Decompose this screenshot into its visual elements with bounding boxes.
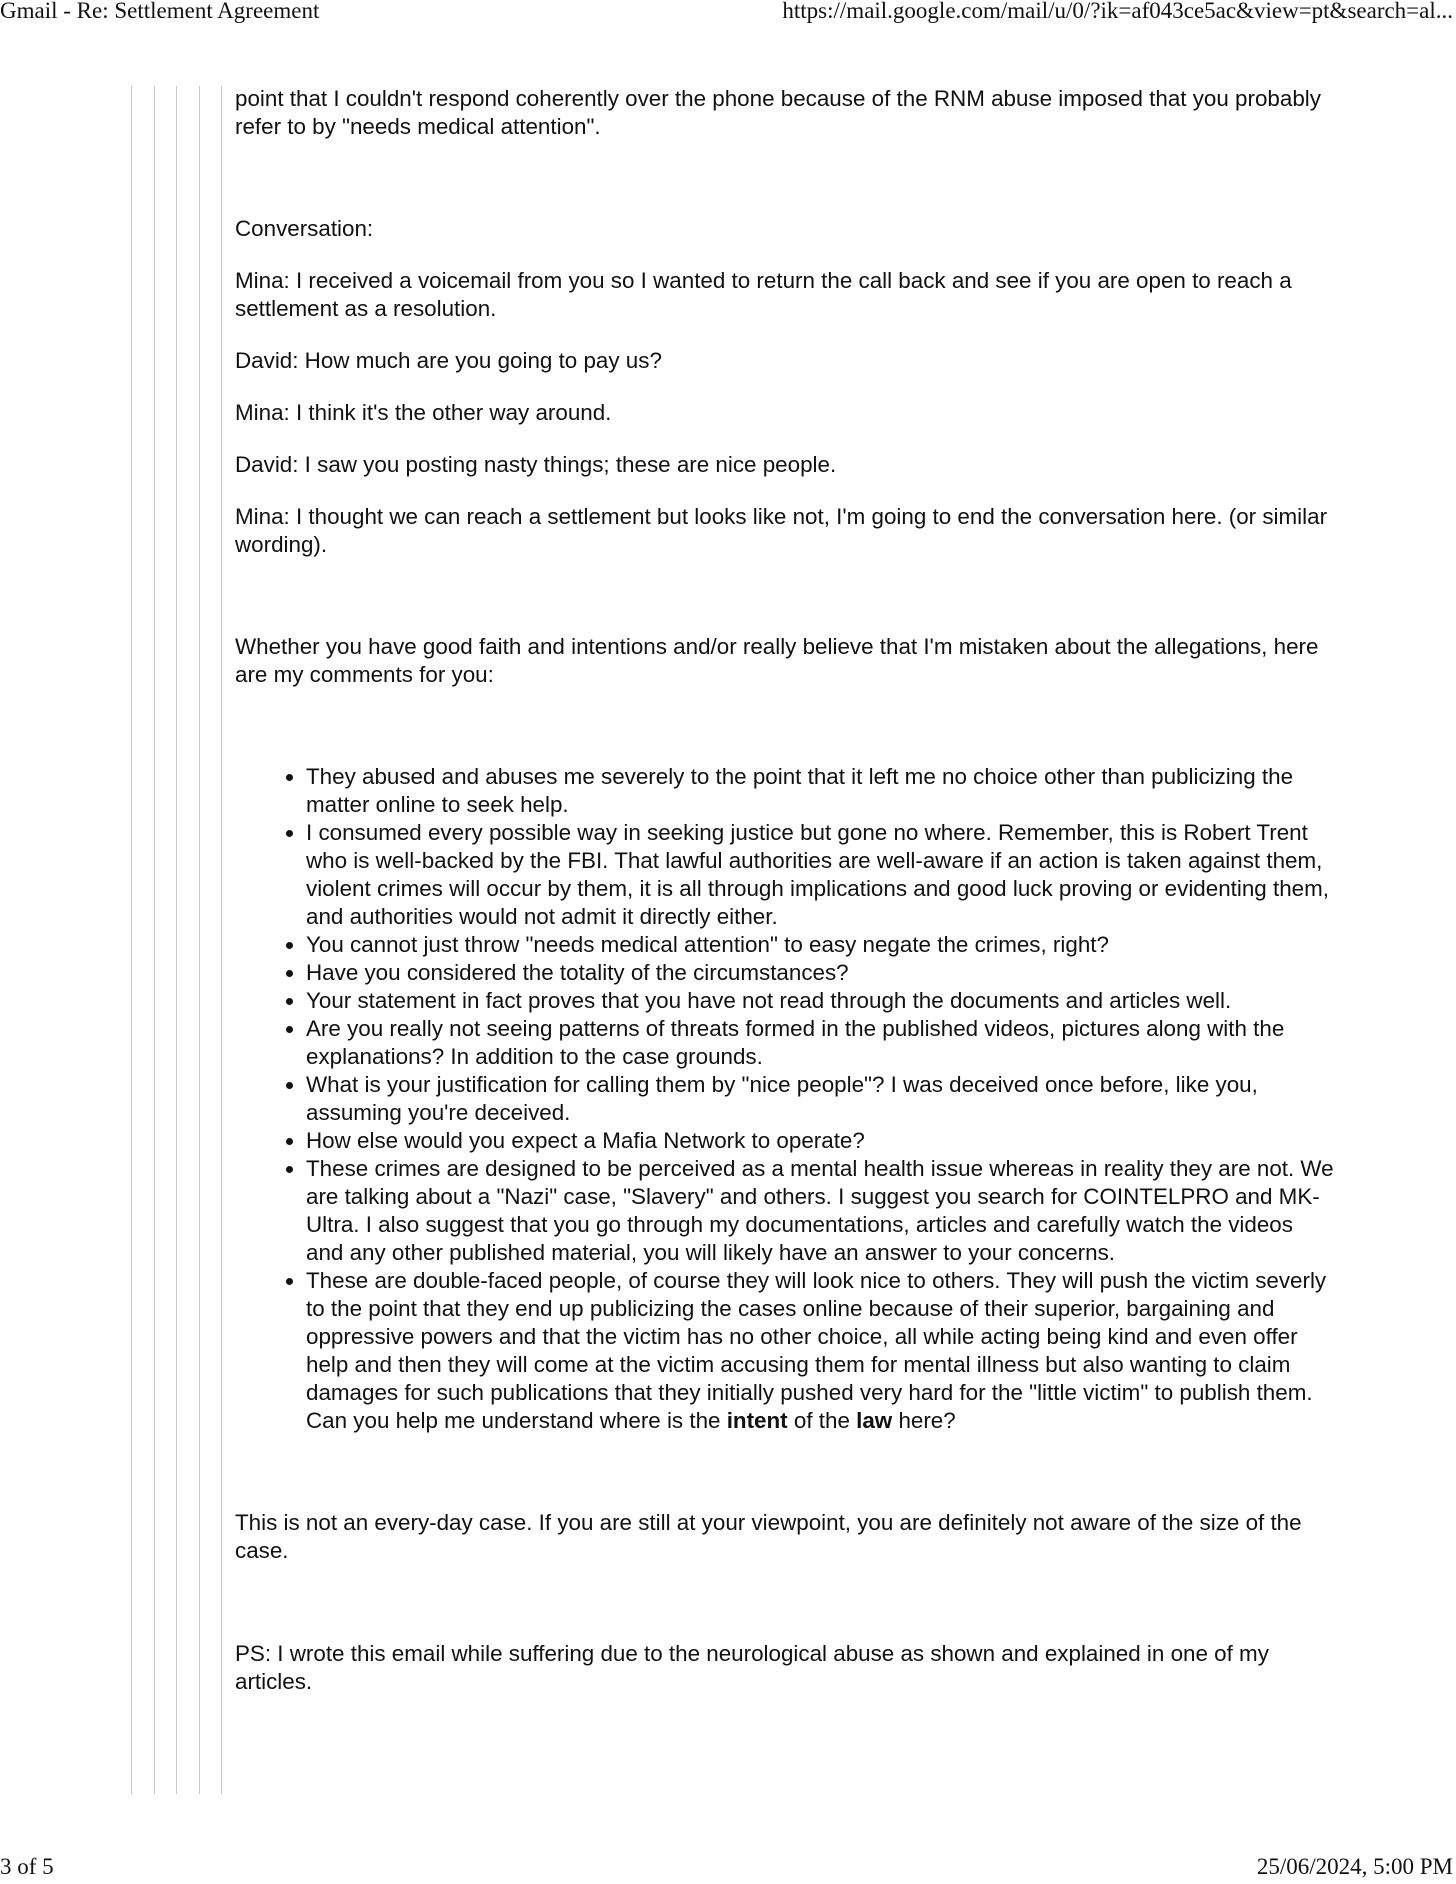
quote-indent-line — [131, 86, 132, 1794]
conversation-line: David: I saw you posting nasty things; these are nice people. — [235, 452, 837, 477]
page-number: 3 of 5 — [0, 1854, 54, 1879]
quote-indent-line — [176, 86, 177, 1794]
closing-paragraph: This is not an every-day case. If you are still at your viewpoint, you are definitely not aware of the size of the case. — [235, 1510, 1302, 1563]
ps-paragraph: PS: I wrote this email while suffering due to the neurological abuse as shown and explained in one of my articles. — [235, 1641, 1269, 1694]
list-item — [306, 1267, 1335, 1435]
conversation-line: Mina: I received a voicemail from you so I wanted to return the call back and see if you are open to reach a settlement as a resolution. — [235, 268, 1292, 321]
list-item: • These crimes are designed to be perceived as a mental health issue whereas in reality they are not. We are talking about a "Nazi" case, "Slavery" and others. I suggest you search for COINTELPRO and MK-Ultra. I also suggest that you go through my documentations, articles and carefully watch the videos and any other published material, you will likely have an answer to your concerns. — [306, 1155, 1335, 1267]
conversation-line: Mina: I think it's the other way around. — [235, 400, 612, 425]
quote-indent-line — [199, 86, 200, 1794]
emphasis-law: law — [856, 1408, 893, 1433]
comments-list — [235, 763, 1335, 1435]
list-item: • They abused and abuses me severely to the point that it left me no choice other than publicizing the matter online to seek help. — [306, 763, 1335, 819]
comments-intro: Whether you have good faith and intentions and/or really believe that I'm mistaken about the allegations, here are my comments for you: — [235, 634, 1319, 687]
quote-indent-line — [221, 86, 222, 1794]
list-item: • I consumed every possible way in seeking justice but gone no where. Remember, this is Robert Trent who is well-backed by the FBI. That lawful authorities are well-aware if an action is taken against them, violent crimes will occur by them, it is all through implications and good luck proving or evidenting them, and authorities would not admit it directly either. — [306, 819, 1335, 931]
email-body — [235, 85, 1335, 1696]
intro-paragraph: point that I couldn't respond coherently over the phone because of the RNM abuse imposed that you probably refer to by "needs medical attention". — [235, 86, 1321, 139]
list-item: • Your statement in fact proves that you have not read through the documents and articles well. — [306, 987, 1335, 1015]
list-item-text: here? — [892, 1408, 956, 1433]
list-item: • How else would you expect a Mafia Network to operate? — [306, 1127, 1335, 1155]
emphasis-intent: intent — [726, 1408, 788, 1433]
list-item: • You cannot just throw "needs medical attention" to easy negate the crimes, right? — [306, 931, 1335, 959]
list-item-text: of the — [787, 1408, 857, 1433]
list-item: • Have you considered the totality of the circumstances? — [306, 959, 1335, 987]
email-subject-title: Gmail - Re: Settlement Agreement — [0, 0, 320, 23]
conversation-line: Mina: I thought we can reach a settlement but looks like not, I'm going to end the conversation here. (or similar wording). — [235, 504, 1328, 557]
list-item: • Are you really not seeing patterns of threats formed in the published videos, pictures along with the explanations? In addition to the case grounds. — [306, 1015, 1335, 1071]
quote-indent-line — [154, 86, 155, 1794]
conversation-line: David: How much are you going to pay us? — [235, 348, 662, 373]
list-item: • What is your justification for calling them by "nice people"? I was deceived once before, like you, assuming you're deceived. — [306, 1071, 1335, 1127]
conversation-heading: Conversation: — [235, 216, 374, 241]
list-item-text: These are double-faced people, of course they will look nice to others. They will push the victim severly to the point that they end up publicizing the cases online because of their superior, bargaining and oppressive powers and that the victim has no other choice, all while acting being kind and even offer help and then they will come at the victim accusing them for mental illness but also wanting to claim damages for such publications that they initially pushed very hard for the "little victim" to publish them. Can you help me understand where is the — [306, 1268, 1327, 1433]
print-datetime: 25/06/2024, 5:00 PM — [1256, 1854, 1453, 1879]
page-url[interactable]: https://mail.google.com/mail/u/0/?ik=af043ce5ac&view=pt&search=al... — [782, 0, 1453, 23]
